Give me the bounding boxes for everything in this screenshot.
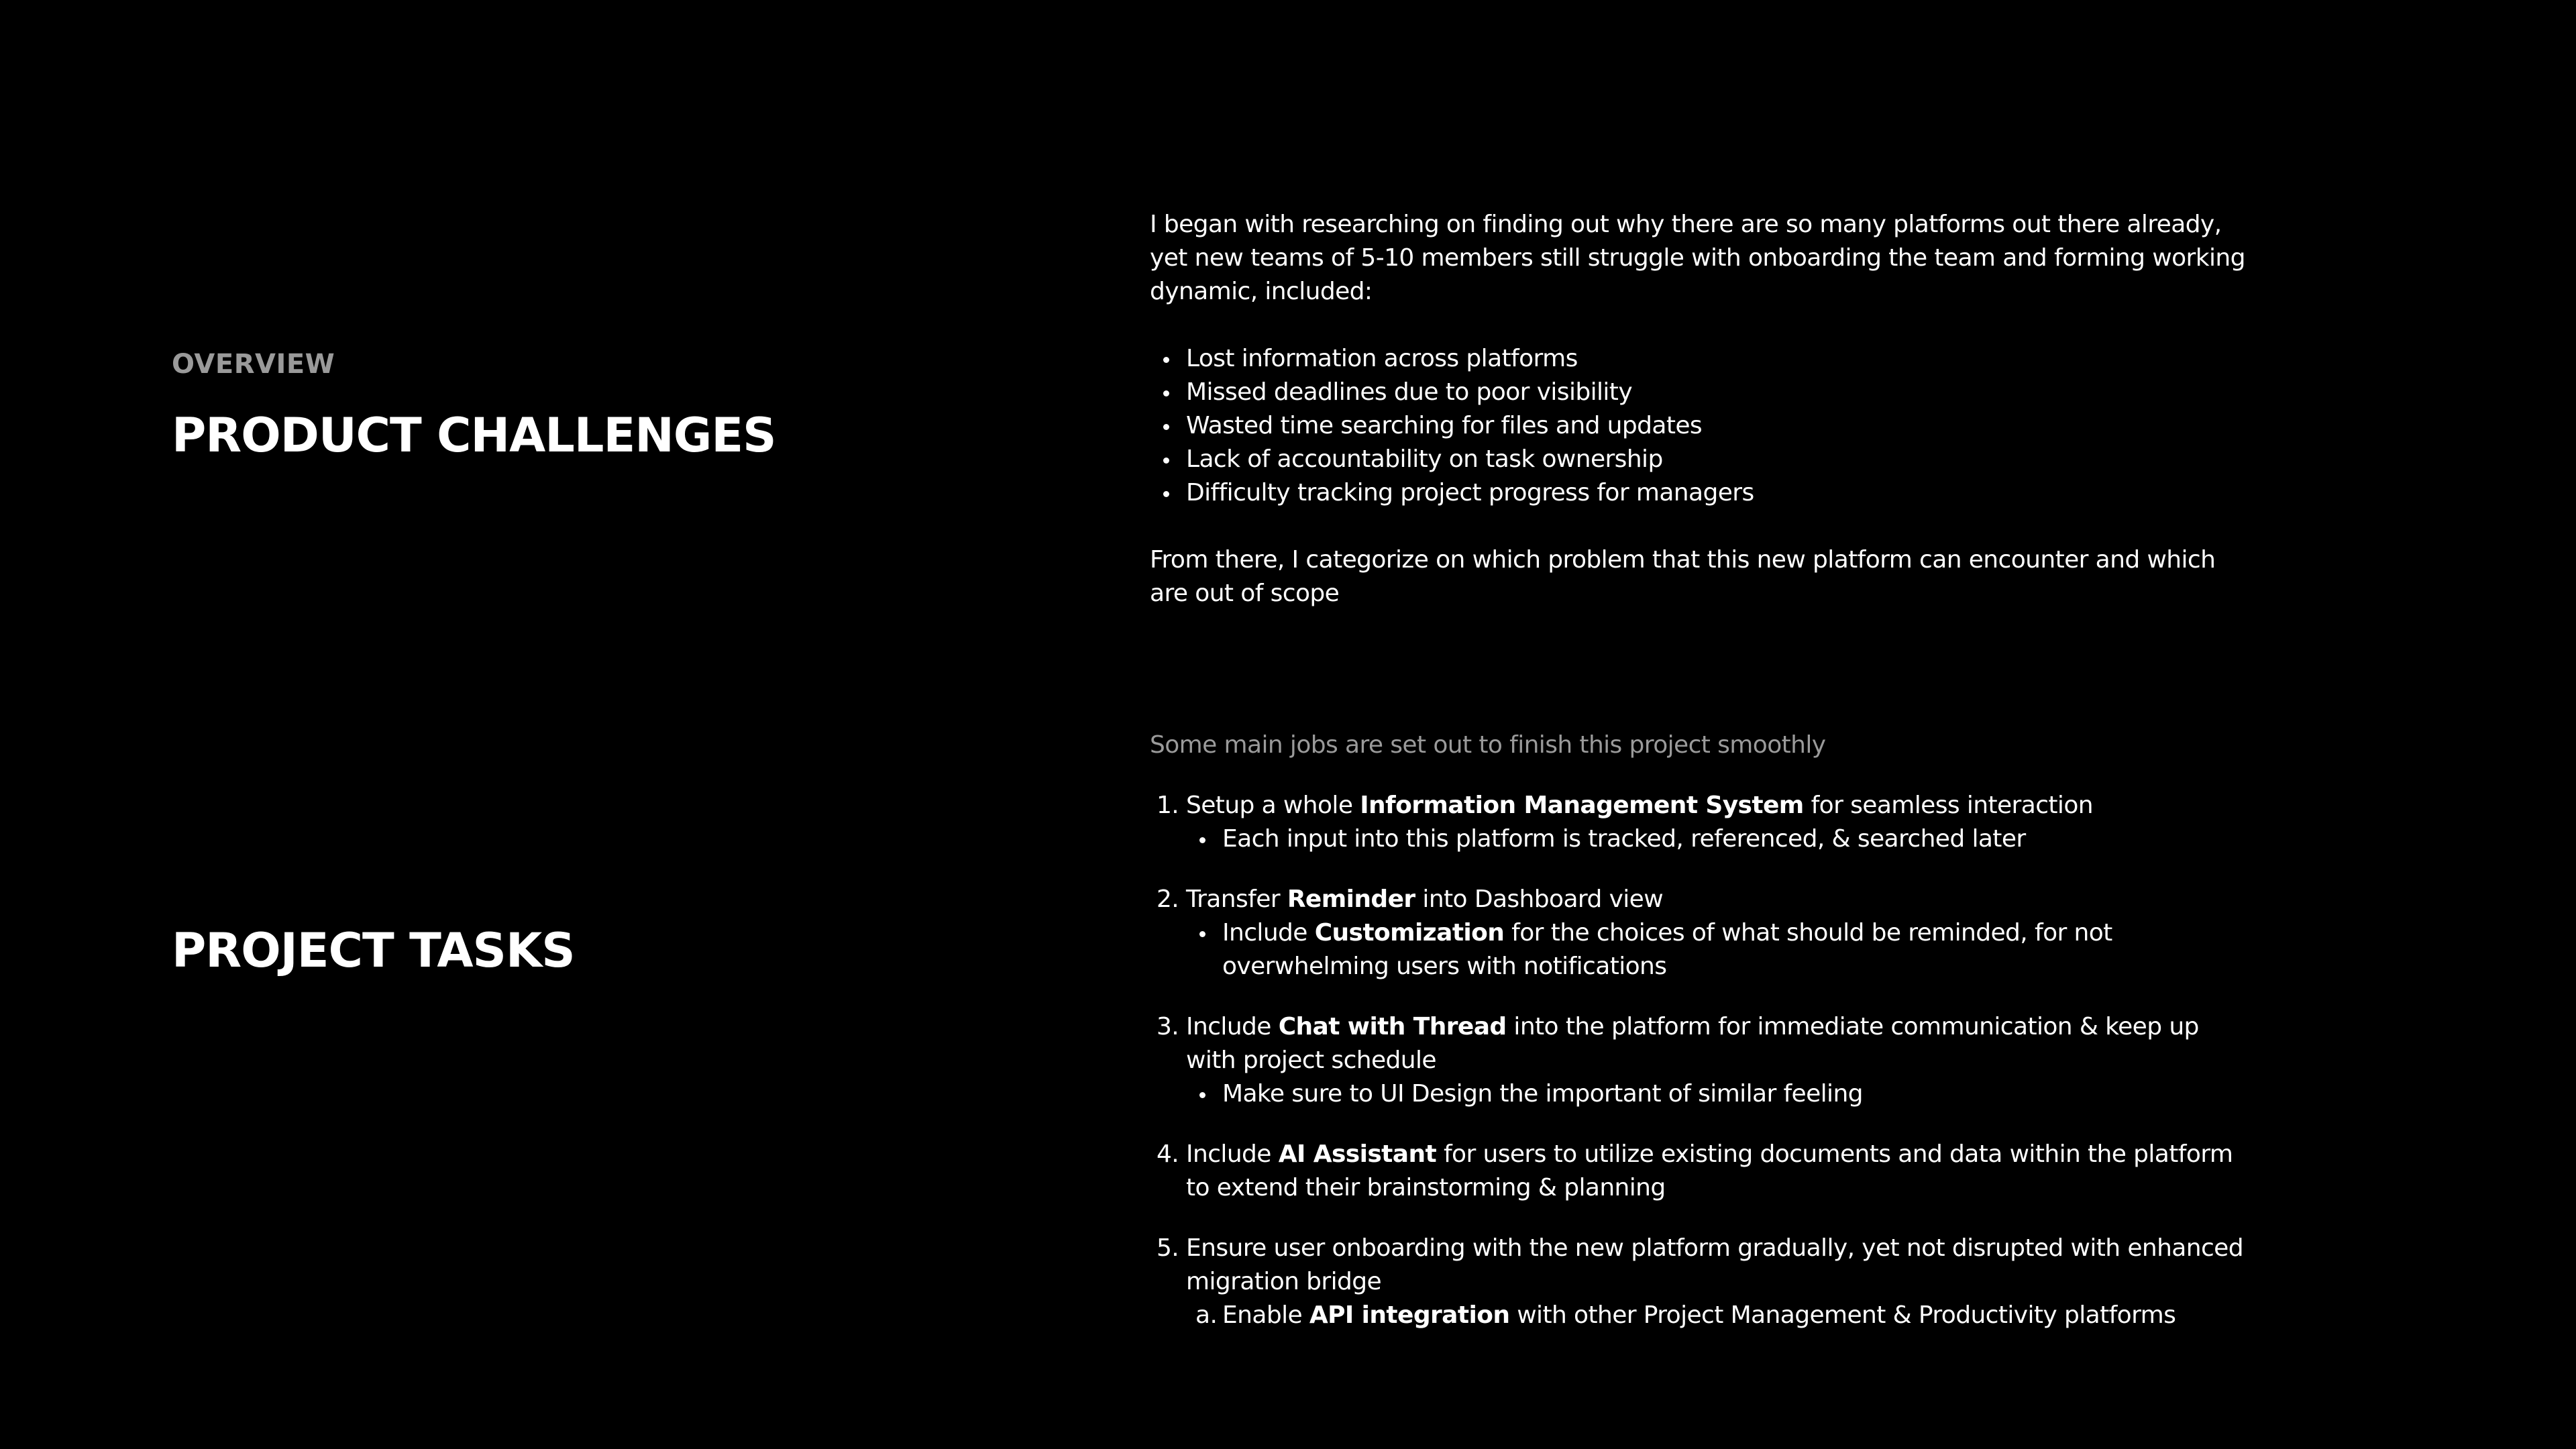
task-number: 1. [1157, 792, 1179, 819]
list-item: Make sure to UI Design the important of similar feeling [1222, 1077, 2250, 1111]
challenges-section [1150, 208, 2250, 610]
list-item: Difficulty tracking project progress for managers [1186, 476, 2250, 510]
task-text-before: Include [1186, 1013, 1279, 1040]
task-text-after: into Dashboard view [1415, 885, 1664, 913]
task-text-bold: Reminder [1287, 885, 1415, 913]
list-item [1222, 916, 2250, 983]
challenges-list [1150, 342, 2250, 510]
task-text-bold: AI Assistant [1278, 1140, 1437, 1168]
list-item: Each input into this platform is tracked, referenced, & searched later [1222, 822, 2250, 856]
task-sub-list [1186, 1077, 2250, 1111]
task-sub-list [1186, 1299, 2250, 1332]
list-item: Lost information across platforms [1186, 342, 2250, 376]
sub-text-bold: Customization [1314, 919, 1505, 947]
task-text-before: Include [1186, 1140, 1279, 1168]
overview-eyebrow: OVERVIEW [172, 349, 335, 380]
sub-text-after: with other Project Management & Productivity platforms [1509, 1301, 2176, 1329]
task-number: 2. [1157, 885, 1179, 913]
task-text-before: Setup a whole [1186, 792, 1360, 819]
task-item-1 [1157, 789, 2250, 856]
challenges-intro: I began with researching on finding out why there are so many platforms out there already, yet new teams of 5-10 members still struggle with onboarding the team and forming working dynamic, included: [1150, 211, 2245, 305]
sub-text-bold: API integration [1309, 1301, 1510, 1329]
task-item-2 [1157, 883, 2250, 983]
list-item: Lack of accountability on task ownership [1186, 443, 2250, 476]
sub-text-before: Enable [1222, 1301, 1309, 1329]
task-text-after: for seamless interaction [1803, 792, 2093, 819]
task-text: Ensure user onboarding with the new platform gradually, yet not disrupted with enhanced migration bridge [1186, 1234, 2243, 1295]
product-challenges-title: PRODUCT CHALLENGES [172, 408, 776, 463]
task-text-bold: Information Management System [1360, 792, 1804, 819]
sub-text-before: Include [1222, 919, 1315, 947]
task-text-after: for users to utilize existing documents and data within the platform to extend their brainstorming & planning [1186, 1140, 2233, 1201]
task-item-5 [1157, 1232, 2250, 1332]
task-number: 3. [1157, 1013, 1179, 1040]
challenges-conclusion: From there, I categorize on which problem that this new platform can encounter and which are out of scope [1150, 546, 2216, 607]
list-item: Wasted time searching for files and updates [1186, 409, 2250, 443]
tasks-section [1150, 729, 2250, 1359]
task-text-after: into the platform for immediate communication & keep up with project schedule [1186, 1013, 2199, 1074]
task-number: 5. [1157, 1234, 1179, 1262]
list-item [1195, 1299, 2250, 1332]
task-sub-list [1186, 822, 2250, 856]
task-text-before: Transfer [1186, 885, 1287, 913]
task-sub-list [1186, 916, 2250, 983]
task-item-3 [1157, 1010, 2250, 1111]
list-item: Missed deadlines due to poor visibility [1186, 376, 2250, 409]
tasks-intro: Some main jobs are set out to finish this project smoothly [1150, 731, 1826, 759]
task-text-bold: Chat with Thread [1278, 1013, 1507, 1040]
project-tasks-title: PROJECT TASKS [172, 923, 575, 978]
sub-text-after: for the choices of what should be reminded, for not overwhelming users with notifications [1222, 919, 2112, 980]
sub-number: a. [1195, 1301, 1218, 1329]
task-item-4 [1157, 1138, 2250, 1205]
tasks-list [1150, 789, 2250, 1332]
task-number: 4. [1157, 1140, 1179, 1168]
